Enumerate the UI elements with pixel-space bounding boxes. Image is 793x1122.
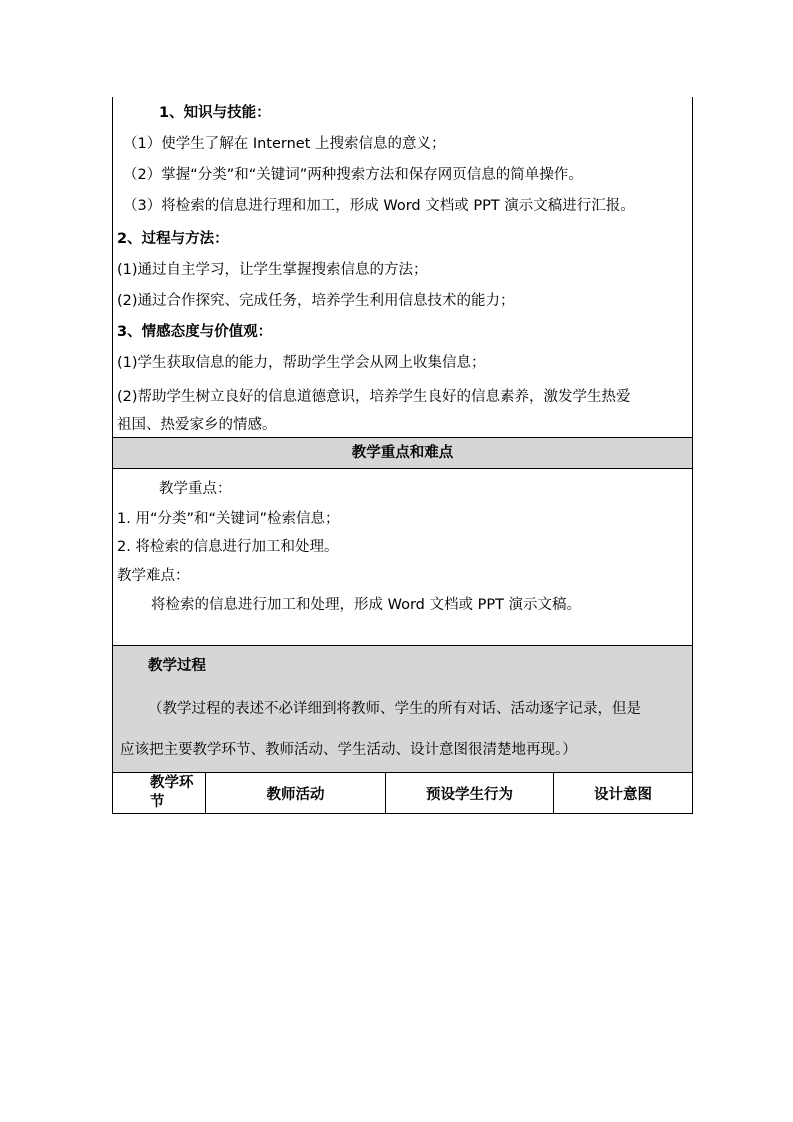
objective-item: (2)帮助学生树立良好的信息道德意识，培养学生良好的信息素养，激发学生热爱 [117,389,631,405]
process-title: 教学过程 [148,658,206,674]
column-header-stage [113,773,206,813]
process-table-header [112,773,693,814]
objective-item: (1)学生获取信息的能力，帮助学生学会从网上收集信息； [117,355,486,371]
column-header-intent [554,773,692,813]
column-header-teacher [206,773,386,813]
objective-item: (2)通过合作探究、完成任务，培养学生利用信息技术的能力； [117,293,515,309]
column-header-student [386,773,554,813]
objective-item: （3）将检索的信息进行理和加工，形成 Word 文档或 PPT 演示文稿进行汇报。 [123,198,635,214]
process-note-line2: 应该把主要教学环节、教师活动、学生活动、设计意图很清楚地再现。） [120,742,577,758]
difficulty-label: 教学难点： [117,568,190,584]
focus-item: 2. 将检索的信息进行加工和处理。 [117,539,339,555]
objectives-heading-process: 2、过程与方法： [117,231,229,247]
column-header-stage-line2: 节 [150,794,165,810]
objective-item: （1）使学生了解在 Internet 上搜索信息的意义； [123,136,446,152]
focus-label: 教学重点： [159,481,232,497]
difficulty-text: 将检索的信息进行加工和处理，形成 Word 文档或 PPT 演示文稿。 [151,597,582,613]
key-points-header: 教学重点和难点 [112,438,693,469]
objectives-section [112,97,693,438]
key-points-section [112,469,693,646]
objective-item: 祖国、热爱家乡的情感。 [117,417,277,433]
column-header-intent-label: 设计意图 [594,787,652,803]
column-header-teacher-label: 教师活动 [266,787,325,803]
process-section [112,646,693,773]
objective-item: （2）掌握“分类”和“关键词”两种搜索方法和保存网页信息的简单操作。 [123,167,583,183]
objective-item: (1)通过自主学习，让学生掌握搜索信息的方法； [117,262,428,278]
objectives-heading-knowledge: 1、知识与技能： [159,105,271,121]
column-header-student-label: 预设学生行为 [426,787,513,803]
focus-item: 1. 用“分类”和“关键词”检索信息； [117,511,340,527]
objectives-heading-attitude: 3、情感态度与价值观： [117,324,273,340]
process-note-line1: （教学过程的表述不必详细到将教师、学生的所有对话、活动逐字记录，但是 [148,701,641,717]
column-header-stage-line1: 教学环 [150,775,194,791]
